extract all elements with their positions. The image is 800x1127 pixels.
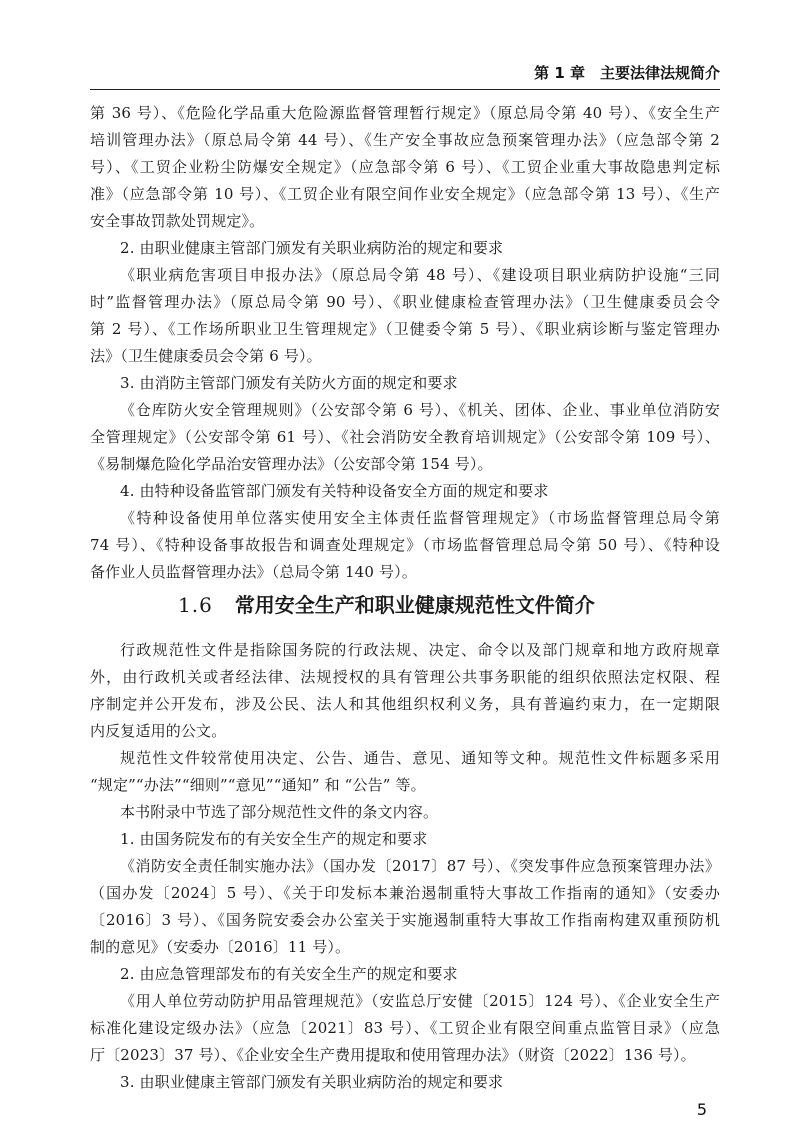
list-item-heading: 3. 由职业健康主管部门颁发有关职业病防治的规定和要求 [120,1073,504,1091]
body-text-line: 第 2 号）、《工作场所职业卫生管理规定》（卫健委令第 5 号）、《职业病诊断与鉴定管理办 [90,320,720,338]
body-text-line: （国办发〔2024〕5 号）、《关于印发标本兼治遏制重特大事故工作指南的通知》（安委办 [90,884,720,902]
body-text-line: 《职业病危害项目申报办法》（原总局令第 48 号）、《建设项目职业病防护设施“三同 [120,266,720,284]
list-item-heading: 2. 由职业健康主管部门颁发有关职业病防治的规定和要求 [120,239,504,257]
body-text-line: 内反复适用的公文。 [90,722,227,740]
body-text-line: 《消防安全责任制实施办法》（国办发〔2017〕87 号）、《突发事件应急预案管理办法》 [120,857,720,875]
body-text-line: “规定”“办法”“细则”“意见”“通知” 和 “公告” 等。 [90,776,426,794]
body-text-line: 〔2016〕3 号）、《国务院安委会办公室关于实施遏制重特大事故工作指南构建双重预防机 [90,911,720,929]
body-text-line: 全管理规定》（公安部令第 61 号）、《社会消防安全教育培训规定》（公安部令第 109 号）、 [90,428,720,446]
section-heading [178,592,595,618]
body-text-line: 行政规范性文件是指除国务院的行政法规、决定、命令以及部门规章和地方政府规章 [120,641,720,659]
body-text-line: 安全事故罚款处罚规定》。 [90,212,265,230]
body-text-line: 序制定并公开发布，涉及公民、法人和其他组织权利义务，具有普遍约束力，在一定期限 [90,695,720,713]
body-text-line: 制的意见》（安委办〔2016〕11 号）。 [90,938,351,956]
section-title: 常用安全生产和职业健康规范性文件简介 [234,593,595,617]
body-text-line: 第 36 号）、《危险化学品重大危险源监督管理暂行规定》（原总局令第 40 号）、《安全生产 [90,104,720,122]
list-item-heading: 2. 由应急管理部发布的有关安全生产的规定和要求 [120,965,458,983]
body-text-line: 备作业人员监督管理办法》（总局令第 140 号）。 [90,563,417,581]
body-text-line: 《用人单位劳动防护用品管理规范》（安监总厅安健〔2015〕124 号）、《企业安全生产 [120,992,720,1010]
header-rule [90,89,720,90]
body-text-line: 时”监督管理办法》（原总局令第 90 号）、《职业健康检查管理办法》（卫生健康委员会令 [90,293,720,311]
body-text-line: 厅〔2023〕37 号）、《企业安全生产费用提取和使用管理办法》（财资〔2022〕136 号）。 [90,1046,696,1064]
list-item-heading: 1. 由国务院发布的有关安全生产的规定和要求 [120,830,428,848]
list-item-heading: 3. 由消防主管部门颁发有关防火方面的规定和要求 [120,374,458,392]
body-text-line: 培训管理办法》（原总局令第 44 号）、《生产安全事故应急预案管理办法》（应急部令第 2 [90,131,720,149]
body-text-line: 标准化建设定级办法》（应急〔2021〕83 号）、《工贸企业有限空间重点监管目录》（应急 [90,1019,720,1037]
body-text-line: 《特种设备使用单位落实使用安全主体责任监督管理规定》（市场监督管理总局令第 [120,509,720,527]
body-text-line: 《仓库防火安全管理规则》（公安部令第 6 号）、《机关、团体、企业、事业单位消防安 [120,401,720,419]
body-text-line: 《易制爆危险化学品治安管理办法》（公安部令第 154 号）。 [90,455,493,473]
body-text-line: 规范性文件较常使用决定、公告、通告、意见、通知等文种。规范性文件标题多采用 [120,749,720,767]
body-text-line: 本书附录中节选了部分规范性文件的条文内容。 [120,803,439,821]
body-text-line: 外，由行政机关或者经法律、法规授权的具有管理公共事务职能的组织依照法定权限、程 [90,668,720,686]
body-text-line: 74 号）、《特种设备事故报告和调查处理规定》（市场监督管理总局令第 50 号）、《特种设 [90,536,720,554]
section-number: 1.6 [178,593,213,617]
running-header-title: 第 1 章 主要法律法规简介 [534,64,720,82]
body-text-line: 法》（卫生健康委员会令第 6 号）。 [90,347,322,365]
body-text-line: 号）、《工贸企业粉尘防爆安全规定》（应急部令第 6 号）、《工贸企业重大事故隐患判定标 [90,158,720,176]
page-number: 5 [696,1100,707,1119]
body-text-line: 准》（应急部令第 10 号）、《工贸企业有限空间作业安全规定》（应急部令第 13 号）、《生产 [90,185,720,203]
list-item-heading: 4. 由特种设备监管部门颁发有关特种设备安全方面的规定和要求 [120,482,549,500]
